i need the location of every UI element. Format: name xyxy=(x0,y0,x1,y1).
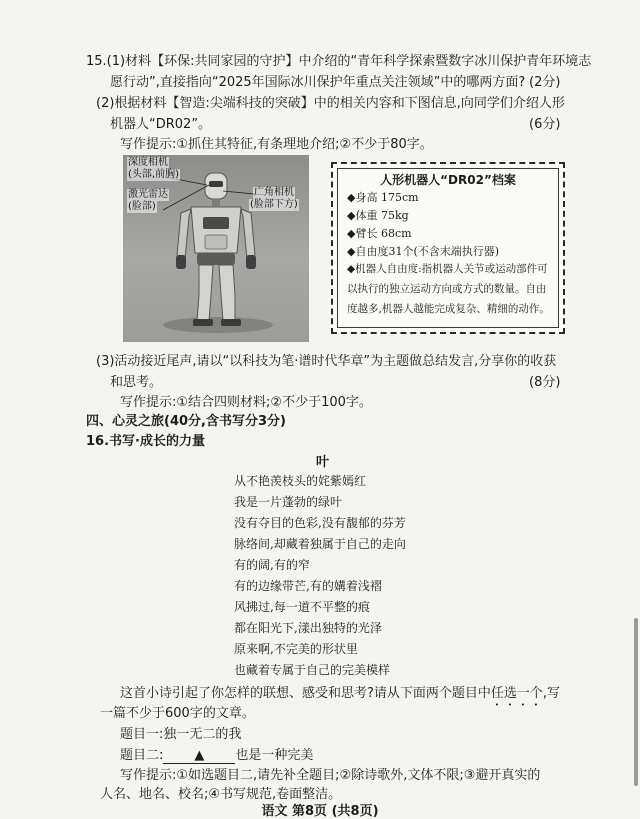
q15-part2-score: (6分) xyxy=(529,117,561,132)
archive-item-arm: ◆臂长 68cm xyxy=(347,227,412,240)
q15-part3-line1: (3)活动接近尾声,请以“以科技为笔·谱时代华章”为主题做总结发言,分享你的收获 xyxy=(96,354,557,369)
archive-item-dof: ◆自由度31个(不含末端执行器) xyxy=(347,245,500,258)
topic2-blank: ▲ xyxy=(163,749,235,764)
poem-line: 我是一片蓬勃的绿叶 xyxy=(234,495,343,509)
lidar-position: (脸部) xyxy=(128,201,156,212)
topic2-rest: 也是一种完美 xyxy=(235,748,314,763)
essay-tip-line2-text: 人名、地名、校名;④书写规范,卷面整洁。 xyxy=(100,787,342,802)
poem-line: 有的阔,有的窄 xyxy=(234,558,310,572)
depth-camera-label: 深度相机 xyxy=(128,157,168,168)
archive-item-height: ◆身高 175cm xyxy=(347,191,419,204)
archive-item-weight: ◆体重 75kg xyxy=(347,209,409,222)
archive-dof-note: ◆机器人自由度:指机器人关节或运动部件可以执行的独立运动方向或方式的数量。自由度越多,机器人越能完成复杂、精细的动作。 xyxy=(347,263,550,315)
q15-part3-line2: 和思考。 xyxy=(110,375,163,390)
essay-prompt-line2: 一篇不少于600字的文章。 xyxy=(100,706,255,721)
topic2-label: 题目二: xyxy=(120,748,164,763)
q15-part2-line2: 机器人“DR02”。 xyxy=(110,117,212,132)
poem-line: 有的边缘带芒,有的媾着浅褶 xyxy=(234,579,382,593)
poem-line: 也藏着专属于自己的完美模样 xyxy=(234,663,391,677)
q15-part3-score: (8分) xyxy=(529,375,561,390)
essay-prompt-text: 这首小诗引起了你怎样的联想、感受和思考?请从下面两个题目中 xyxy=(120,686,491,701)
essay-topic1: 题目一:独一无二的我 xyxy=(120,727,242,742)
essay-tip-line1: 写作提示:①如选题目二,请先补全题目;②除诗歌外,文体不限;③避开真实的 xyxy=(120,768,541,783)
q15-part3-tip: 写作提示:①结合四则材料;②不少于100字。 xyxy=(120,395,372,410)
q15-part2-line1: (2)根据材料【智造:尖端科技的突破】中的相关内容和下图信息,向同学们介绍人形 xyxy=(96,96,565,111)
essay-prompt-emphasis: 任选一个 xyxy=(490,686,543,701)
section4-header: 四、心灵之旅(40分,含书写分3分) xyxy=(86,414,286,429)
essay-prompt-text-end: ,写 xyxy=(542,686,561,701)
q15-part1-line2: 愿行动”,直接指向“2025年国际冰川保护年重点关注领域”中的哪两方面? xyxy=(110,75,526,90)
archive-title: 人形机器人“DR02”档案 xyxy=(380,173,516,187)
poem-title: 叶 xyxy=(316,455,330,470)
poem-line: 都在阳光下,漾出独特的光泽 xyxy=(234,621,382,635)
q15-part1-score: (2分) xyxy=(529,75,561,90)
wide-camera-position: (脸部下方) xyxy=(250,199,298,210)
depth-camera-position: (头部,前胸) xyxy=(128,169,179,180)
wide-camera-label: 广角相机 xyxy=(254,187,294,198)
poem-line: 原来啊,不完美的形状里 xyxy=(234,642,358,656)
robot-photo xyxy=(123,155,309,342)
poem-line: 风拂过,每一道不平整的痕 xyxy=(234,600,370,614)
poem-line: 没有夺目的色彩,没有馥郁的芬芳 xyxy=(234,516,406,530)
scrollbar[interactable] xyxy=(634,618,638,786)
poem-line: 脉络间,却藏着独属于自己的走向 xyxy=(234,537,406,551)
lidar-label: 激光雷达 xyxy=(128,189,168,200)
q16-title: 16.书写·成长的力量 xyxy=(86,434,205,449)
robot-illustration xyxy=(123,155,309,342)
robot-archive-card xyxy=(331,162,565,334)
q15-part2-tip: 写作提示:①抓住其特征,有条理地介绍;②不少于80字。 xyxy=(120,137,433,152)
essay-topic2 xyxy=(120,748,313,764)
poem-line: 从不艳羡枝头的姹紫嫣红 xyxy=(234,474,367,488)
page-footer: 语文 第8页 (共8页) xyxy=(261,804,379,819)
q15-part1-line1: 15.(1)材料【环保:共同家园的守护】中介绍的“青年科学探索暨数字冰川保护青年环境志 xyxy=(86,54,592,69)
